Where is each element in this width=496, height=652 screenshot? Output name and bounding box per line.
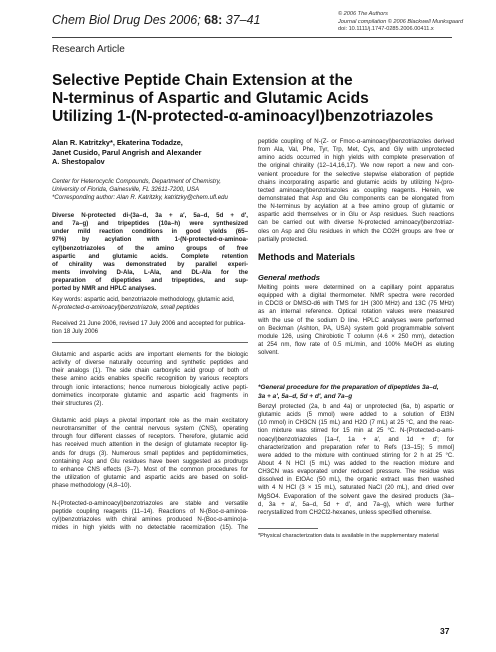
body-line: aspartic acid themselves or in Glu or Asp residues. Such reactions: [258, 211, 454, 219]
body-line: their analogs (1). The side chain carboxylic acid group of both of: [52, 367, 248, 375]
body-line: noacyl)benzotriazoles [1a–f, 1a + a′, and 1d + d′; for: [258, 435, 454, 443]
body-line: the original chirality (12–14,16,17). We now report a new and con-: [258, 162, 454, 170]
body-line: were added to the mixture with continued stirring for 2 h at 25 °C.: [258, 451, 454, 459]
body-line: peptide coupling reagents (11–14). Reactions of N-(Boc-α-aminoa-: [52, 508, 248, 516]
body-line: chains incorporating aspartic and glutamic acids by utilizing N-(pro-: [258, 178, 454, 186]
journal-volume: 68:: [204, 13, 223, 27]
body-line: peptide coupling of N-(Z- or Fmoc-α-aminoacyl)benzotriazoles derived: [258, 138, 454, 145]
body-line: Glutamic acid plays a pivotal important role as the main excitatory: [52, 417, 248, 424]
body-line: the utilization of glutamic and aspartic acids are based on solid-: [52, 473, 248, 481]
keywords-line: Key words: aspartic acid, benzotriazole methodology, glutamic acid,: [52, 296, 235, 303]
body-line: Glutamic and aspartic acids are important elements for the biologic: [52, 351, 248, 358]
abstract-line: of chirality was demonstrated by parallel experi-: [52, 260, 248, 268]
abstract-line: preparation of dipeptides and tripeptides, and sup-: [52, 277, 248, 285]
body-line: containing Asp and Glu residues have been suggested as prodrugs: [52, 457, 248, 465]
body-line: glutamic acids (5 mmol) were added to a solution of Et3N: [258, 411, 454, 419]
journal-name: Chem Biol Drug Des 2006;: [52, 13, 201, 27]
procedure-text: [258, 403, 454, 517]
body-line: ands for drugs (3). Numerous small peptides and peptidomimetics,: [52, 449, 248, 457]
abstract-divider: [52, 342, 248, 343]
abstract-line: ported by NMR and HPLC analyses.: [52, 285, 157, 293]
footnote: [258, 532, 454, 540]
body-line: with 4 N HCl (3 × 15 mL), saturated NaCl (20 mL), and dried over: [258, 484, 454, 492]
section-label: Research Article: [52, 44, 125, 55]
title-line: N-terminus of Aspartic and Glutamic Acids: [52, 89, 369, 107]
intro-paragraph-2: [52, 417, 248, 490]
authors-line: A. Shestopalov: [52, 157, 105, 167]
abstract-line: ments involving D-Ala, L-Ala, and DL-Ala for the: [52, 268, 248, 276]
body-line: on Beckman (Ashton, PA, USA) system gold programmable solvent: [258, 324, 454, 332]
body-line: their structures (2).: [52, 399, 104, 407]
body-line: as an internal reference. Optical rotation values were measured: [258, 308, 454, 316]
abstract: [52, 212, 248, 293]
header-rule: [52, 37, 452, 38]
body-line: equipped with a digital thermometer. NMR spectra were recorded: [258, 292, 454, 300]
doi-line: doi: 10.1111/j.1747-0285.2006.00411.x: [338, 26, 434, 33]
copyright-block: [338, 11, 463, 34]
body-line: MgSO4. Evaporation of the solvent gave the desired products (3a–: [258, 492, 454, 500]
abstract-line: under mild reaction conditions in good yields (65–: [52, 228, 248, 236]
copyright-line: Journal compilation © 2006 Blackwell Munksgaard: [338, 18, 464, 25]
footnote-text: *Physical characterization data is available in the supplementary material: [258, 533, 439, 539]
procedure-heading-line: 3a + a′, 5a–d, 5d + d′, and 7a–g: [258, 393, 353, 400]
body-line: tected aminoacyl)benzotriazoles as coupling reagents. Herein, we: [258, 186, 454, 194]
body-line: demonstrated that Asp and Glu components can be elongated from: [258, 194, 454, 202]
procedure-heading-line: *General procedure for the preparation of dipeptides 3a–d,: [258, 384, 439, 391]
body-line: domimetics incorporate glutamic and aspartic acid fragments in: [52, 391, 248, 399]
body-line: mides in high yields with no detectable racemization (15). The: [52, 524, 248, 532]
body-line: Melting points were determined on a capillary point apparatus: [258, 284, 454, 291]
body-line: module 126, using Chirobiotic T column (4.6 × 250 mm), detection: [258, 332, 454, 340]
received-dates: [52, 320, 248, 336]
keywords: [52, 296, 248, 312]
article-title: [52, 72, 462, 125]
body-line: (10 mmol) in CH3CN (15 mL) and H2O (7 mL) at 25 °C, and the reac-: [258, 419, 454, 427]
body-line: through ionic interactions; hence numerous biologically active pepti-: [52, 383, 248, 391]
body-line: About 4 N HCl (5 mL) was added to the reaction mixture and: [258, 459, 454, 467]
affiliation: [52, 178, 248, 202]
journal-header: [52, 13, 261, 27]
body-line: solvent.: [258, 349, 280, 357]
intro-continued: [258, 138, 454, 244]
body-line: at 254 nm, flow rate of 0.5 mL/min, and 100% MeOH as eluting: [258, 340, 454, 348]
body-line: dissolved in EtOAc (50 mL), the organic extract was then washed: [258, 476, 454, 484]
page-number: 37: [440, 626, 450, 636]
journal-pages: 37–41: [225, 13, 261, 27]
affiliation-line: *Corresponding author: Alan R. Katritzky, katritzky@chem.ufl.edu: [52, 194, 228, 202]
body-line: can be carried out with diverse N-protected aminoacyl)benzotriaz-: [258, 219, 454, 227]
body-line: partially protected.: [258, 235, 308, 243]
body-line: neurotransmitter of the central nervous system (CNS), operating: [52, 425, 248, 433]
abstract-line: aspartic and glutamic acids. Complete retention: [52, 252, 248, 260]
abstract-line: Diverse N-protected di-(3a–d, 3a + a′, 5a–d, 5d + d′,: [52, 212, 248, 219]
body-line: from Ala, Val, Phe, Tyr, Trp, Met, Cys, and Gly with unprotected: [258, 146, 454, 154]
body-line: has received much attention in the design of glutamate receptor lig-: [52, 441, 248, 449]
footnote-rule: [258, 528, 318, 529]
body-line: the N-terminus by acylation at a free amino group of glutamic or: [258, 203, 454, 211]
general-methods-heading: General methods: [258, 273, 321, 282]
body-line: characterization and preparation refer to Refs (13–15); 5 mmol]: [258, 443, 454, 451]
authors-line: Janet Cusido, Parul Angrish and Alexander: [52, 147, 202, 157]
methods-heading: Methods and Materials: [258, 252, 356, 262]
body-line: Benzyl protected (2a, b and 4a) or unprotected (6a, b) aspartic or: [258, 403, 454, 410]
title-line: Selective Peptide Chain Extension at the: [52, 72, 353, 89]
body-line: oles on Asp and Glu residues in which the CO2H groups are free or: [258, 227, 454, 235]
authors-line: Alan R. Katritzky*, Ekaterina Todadze,: [52, 138, 183, 147]
body-line: CH3CN was evaporated under reduced pressure. The residue was: [258, 468, 454, 476]
keywords-line: N-protected-α-aminoacyl)benzotriazole, small peptides: [52, 304, 200, 312]
title-line: Utilizing 1-(N-protected-α-aminoacyl)benzotriazoles: [52, 107, 434, 125]
body-line: recrystallized from CH2Cl2-hexanes, unless specified otherwise.: [258, 508, 432, 516]
authors: [52, 138, 248, 167]
body-line: d, 3a + a′, 5a–d, 5d + d′, and 7a–g), which were further: [258, 500, 454, 508]
body-line: N-(Protected-α-aminoacyl)benzotriazoles are stable and versatile: [52, 500, 248, 507]
general-methods-text: [258, 284, 454, 357]
body-line: venient procedure for the selective stepwise elaboration of peptide: [258, 170, 454, 178]
body-line: phase methodology (4,8–10).: [52, 482, 132, 490]
body-line: with the use of the sodium D line. HPLC analyses were performed: [258, 316, 454, 324]
body-line: in CDCl3 or DMSO-d6 with TMS for 1H (300 MHz) and 13C (75 MHz): [258, 300, 454, 308]
body-line: to enhance CNS effects (3–7). Most of the common procedures for: [52, 465, 248, 473]
abstract-line: cyl)benzotriazoles of the amino groups of free: [52, 244, 248, 252]
body-line: activity of diverse naturally occurring and synthetic peptides and: [52, 359, 248, 367]
body-line: through four different classes of receptors. Therefore, glutamic acid: [52, 433, 248, 441]
body-line: tion mixture was stirred for 15 min at 25 °C. N-(Protected-α-ami-: [258, 427, 454, 435]
intro-paragraph-3: [52, 500, 248, 533]
received-line: tion 18 July 2006: [52, 328, 99, 336]
procedure-heading: [258, 383, 454, 401]
intro-paragraph-1: [52, 351, 248, 408]
abstract-line: and 7a–g) and tripeptides (10a–h) were synthesized: [52, 220, 248, 228]
body-line: cyl)benzotriazoles with chiral amines produced N-(Boc-α-amino)a-: [52, 516, 248, 524]
affiliation-line: University of Florida, Gainesville, FL 32611-7200, USA: [52, 186, 200, 194]
body-line: amino acids occurred in high yields with complete preservation of: [258, 154, 454, 162]
received-line: Received 21 June 2006, revised 17 July 2006 and accepted for publica-: [52, 320, 246, 327]
copyright-line: © 2006 The Authors: [338, 11, 388, 17]
abstract-line: 97%) by acylation with 1-(N-protected-α-aminoa-: [52, 236, 248, 244]
affiliation-line: Center for Heterocyclic Compounds, Department of Chemistry,: [52, 178, 221, 185]
body-line: these amino acids enables specific recognition by various receptors: [52, 375, 248, 383]
